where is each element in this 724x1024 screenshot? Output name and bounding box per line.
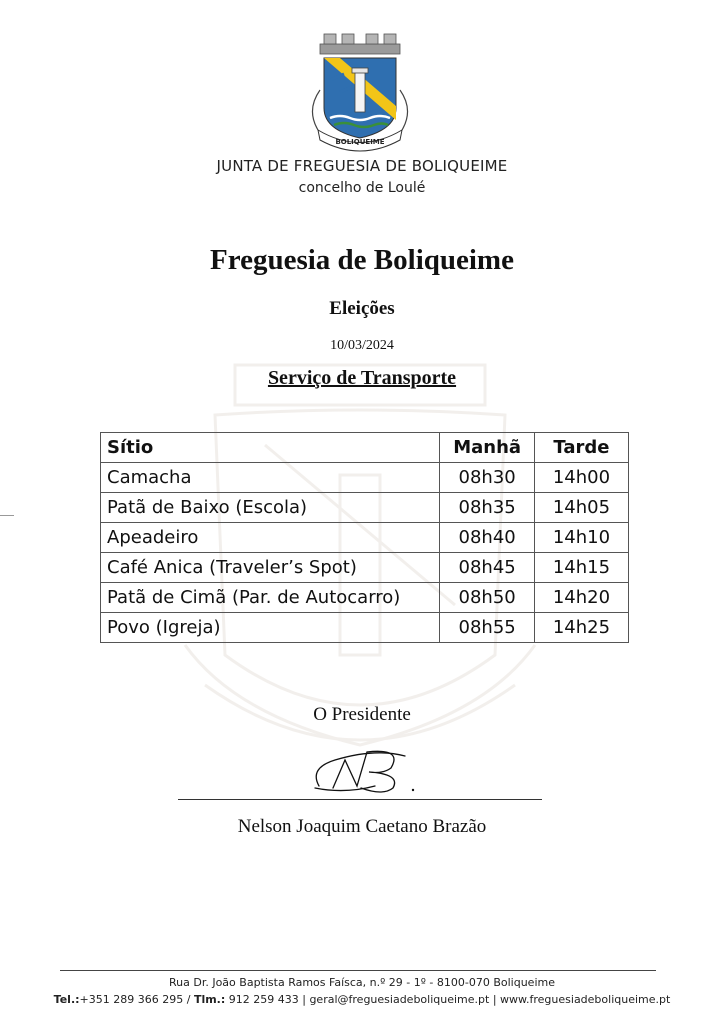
footer-email: geral@freguesiadeboliqueime.pt <box>309 993 490 1006</box>
tel-number: +351 289 366 295 <box>79 993 184 1006</box>
document-date: 10/03/2024 <box>330 338 394 353</box>
footer-address: Rua Dr. João Baptista Ramos Faísca, n.º 29 - 1º - 8100-070 Boliqueime <box>169 976 555 989</box>
cell-morning: 08h30 <box>440 463 534 493</box>
organization-subtitle: concelho de Loulé <box>298 180 426 196</box>
document-subtitle: Eleições <box>329 298 395 319</box>
cell-site: Povo (Igreja) <box>101 613 440 643</box>
cell-site: Café Anica (Traveler’s Spot) <box>101 553 440 583</box>
table-row <box>101 523 629 553</box>
footer-divider <box>60 970 656 971</box>
table-row <box>101 583 629 613</box>
separator: | <box>302 993 310 1006</box>
footer-contacts <box>0 993 724 1006</box>
separator: / <box>186 993 194 1006</box>
cell-morning: 08h45 <box>440 553 534 583</box>
cell-site: Patã de Cimã (Par. de Autocarro) <box>101 583 440 613</box>
cell-afternoon: 14h25 <box>534 613 628 643</box>
crest-logo <box>300 30 420 155</box>
table-row <box>101 613 629 643</box>
tel-label: Tel.: <box>53 993 80 1006</box>
signature-line <box>178 799 542 800</box>
cell-afternoon: 14h05 <box>534 493 628 523</box>
cell-afternoon: 14h15 <box>534 553 628 583</box>
table-header-row <box>101 433 629 463</box>
signer-name: Nelson Joaquim Caetano Brazão <box>237 816 487 837</box>
cell-afternoon: 14h00 <box>534 463 628 493</box>
mobile-number: 912 259 433 <box>228 993 299 1006</box>
handwritten-signature <box>305 738 425 798</box>
column-header-afternoon: Tarde <box>534 433 628 463</box>
separator: | <box>492 993 501 1006</box>
footer-website: www.freguesiadeboliqueime.pt <box>500 993 671 1006</box>
cell-morning: 08h40 <box>440 523 534 553</box>
cell-morning: 08h55 <box>440 613 534 643</box>
cell-site: Camacha <box>101 463 440 493</box>
transport-schedule-table <box>100 432 629 643</box>
crest-banner-text: BOLIQUEIME <box>335 138 385 146</box>
cell-site: Patã de Baixo (Escola) <box>101 493 440 523</box>
mobile-label: Tlm.: <box>193 993 226 1006</box>
organization-name: JUNTA DE FREGUESIA DE BOLIQUEIME <box>216 157 508 175</box>
cell-morning: 08h50 <box>440 583 534 613</box>
cell-morning: 08h35 <box>440 493 534 523</box>
cell-afternoon: 14h10 <box>534 523 628 553</box>
column-header-site: Sítio <box>101 433 440 463</box>
scan-margin-mark <box>0 515 14 516</box>
section-heading: Serviço de Transporte <box>267 367 457 389</box>
table-row <box>101 553 629 583</box>
column-header-morning: Manhã <box>440 433 534 463</box>
document-title: Freguesia de Boliqueime <box>210 244 514 276</box>
table-row <box>101 463 629 493</box>
table-row <box>101 493 629 523</box>
cell-afternoon: 14h20 <box>534 583 628 613</box>
signer-role: O Presidente <box>313 704 411 725</box>
cell-site: Apeadeiro <box>101 523 440 553</box>
